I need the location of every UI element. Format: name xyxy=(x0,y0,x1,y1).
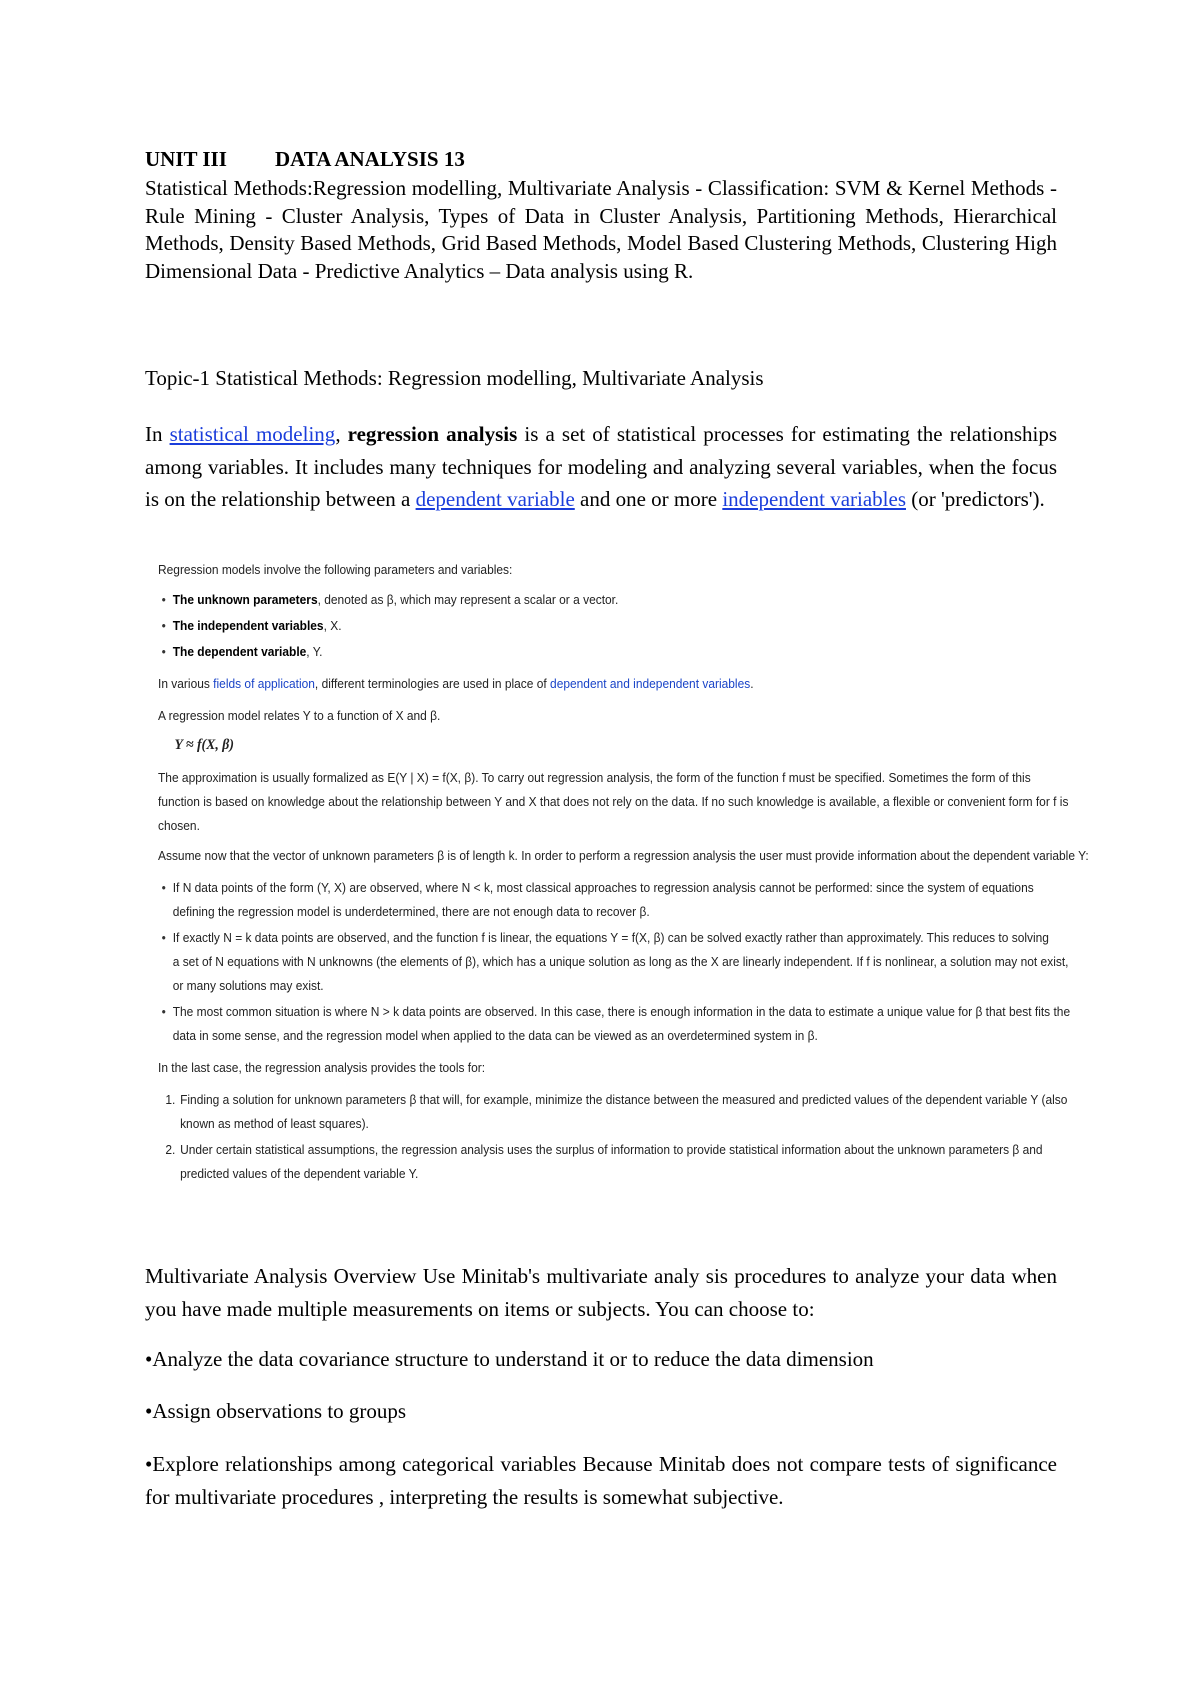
embed-line: function is based on knowledge about the relationship between Y and X that does not rely on the data. If no such knowledge is available, a flexible or convenient form for f is xyxy=(158,794,1069,809)
embed-text: In various xyxy=(158,676,214,691)
statistical-modeling-link[interactable]: statistical modeling xyxy=(169,422,336,446)
list-number: 2. xyxy=(165,1142,176,1157)
embed-line: A regression model relates Y to a function of X and β. xyxy=(158,708,441,723)
intro-text: and one or more xyxy=(574,487,723,511)
unit-title: DATA ANALYSIS 13 xyxy=(275,147,465,171)
multivariate-item-explore: •Explore relationships among categorical variables Because Minitab does not compare tests of significance for multivariate procedures , interpreting the results is somewhat subjective. xyxy=(145,1452,1057,1509)
embed-line: chosen. xyxy=(158,818,200,833)
list-number: 1. xyxy=(165,1092,176,1107)
intro-paragraph xyxy=(145,418,1057,516)
intro-text: , xyxy=(335,422,348,446)
embed-text: Finding a solution for unknown parameters β that will, for example, minimize the distance between the measured and predicted values of the dependent variable Y (also xyxy=(180,1092,1068,1107)
multivariate-item-assign: •Assign observations to groups xyxy=(145,1399,407,1423)
embed-text: , different terminologies are used in place of xyxy=(314,676,551,691)
embed-bold-term: The dependent variable xyxy=(172,644,307,659)
intro-text: (or 'predictors'). xyxy=(906,487,1045,511)
embed-line: or many solutions may exist. xyxy=(172,978,324,993)
embed-bold-term: The independent variables xyxy=(172,618,324,633)
embed-bullet-independent xyxy=(162,618,342,633)
embed-bullet-dependent xyxy=(162,644,323,659)
embed-text: , denoted as β, which may represent a scalar or a vector. xyxy=(317,592,619,607)
unit-label: UNIT III xyxy=(145,147,227,171)
embed-line: In the last case, the regression analysis provides the tools for: xyxy=(158,1060,486,1075)
embed-bullet-parameters xyxy=(162,592,619,607)
embed-case-exact: • If exactly N = k data points are observed, and the function f is linear, the equations Y = f(X, β) can be solved exactly rather than approximately. This reduces to solving xyxy=(162,930,1049,945)
embed-line-terminology xyxy=(158,676,754,691)
embed-text: Under certain statistical assumptions, the regression analysis uses the surplus of information to provide statistical information about the unknown parameters β and xyxy=(180,1142,1043,1157)
embed-line: known as method of least squares). xyxy=(180,1116,369,1131)
regression-analysis-term: regression analysis xyxy=(347,422,518,446)
intro-text: is a set of statistical processes for estimating the relationships among variables. It includes many techniques for modeling and analyzing several variables, when the focus is on the relationship between a xyxy=(145,422,1058,511)
embed-numbered-item-2 xyxy=(165,1142,1042,1157)
fields-of-application-link[interactable]: fields of application xyxy=(213,676,315,691)
embed-case-overdetermined: • The most common situation is where N > k data points are observed. In this case, there is enough information in the data to estimate a unique value for β that best fits the xyxy=(162,1004,1070,1019)
multivariate-item-covariance: •Analyze the data covariance structure to understand it or to reduce the data dimension xyxy=(145,1347,874,1371)
embed-line: The approximation is usually formalized as E(Y | X) = f(X, β). To carry out regression analysis, the form of the function f must be specified. Sometimes the form of this xyxy=(158,770,1031,785)
embed-text: , Y. xyxy=(306,644,323,659)
multivariate-overview: Multivariate Analysis Overview Use Minitab's multivariate analy sis procedures to analyze your data when you have made multiple measurements on items or subjects. You can choose to: xyxy=(145,1264,1057,1321)
embed-text: . xyxy=(750,676,754,691)
intro-text: In xyxy=(145,422,170,446)
embed-line: a set of N equations with N unknowns (the elements of β), which has a unique solution as long as the X are linearly independent. If f is nonlinear, a solution may not exist, xyxy=(172,954,1069,969)
regression-formula: Y ≈ f(X, β) xyxy=(174,737,234,753)
independent-variables-link[interactable]: independent variables xyxy=(722,487,906,511)
embed-case-underdetermined: • If N data points of the form (Y, X) are observed, where N < k, most classical approaches to regression analysis cannot be performed: since the system of equations xyxy=(162,880,1034,895)
embed-line: data in some sense, and the regression model when applied to the data can be viewed as an overdetermined system in β. xyxy=(172,1028,818,1043)
embed-line: Regression models involve the following parameters and variables: xyxy=(158,562,513,577)
unit-syllabus: Statistical Methods:Regression modelling, Multivariate Analysis - Classification: SVM & Kernel Methods - Rule Mining - Cluster Analysis, Types of Data in Cluster Analysis, Partitioning Methods, Hierarchical Methods, Density Based Methods, Grid Based Methods, Model Based Clustering Methods, Clustering High Dimensional Data - Predictive Analytics – Data analysis using R. xyxy=(145,176,1057,283)
embed-bold-term: The unknown parameters xyxy=(172,592,318,607)
unit-heading xyxy=(145,147,465,172)
embed-text: , X. xyxy=(323,618,342,633)
embed-numbered-item-1 xyxy=(165,1092,1067,1107)
embed-line: Assume now that the vector of unknown parameters β is of length k. In order to perform a regression analysis the user must provide information about the dependent variable Y: xyxy=(158,848,1089,863)
topic-heading: Topic-1 Statistical Methods: Regression modelling, Multivariate Analysis xyxy=(145,366,764,390)
dependent-independent-link[interactable]: dependent and independent variables xyxy=(550,676,751,691)
dependent-variable-link[interactable]: dependent variable xyxy=(415,487,575,511)
embed-line: predicted values of the dependent variable Y. xyxy=(180,1166,419,1181)
embed-line: defining the regression model is underdetermined, there are not enough data to recover β. xyxy=(172,904,650,919)
